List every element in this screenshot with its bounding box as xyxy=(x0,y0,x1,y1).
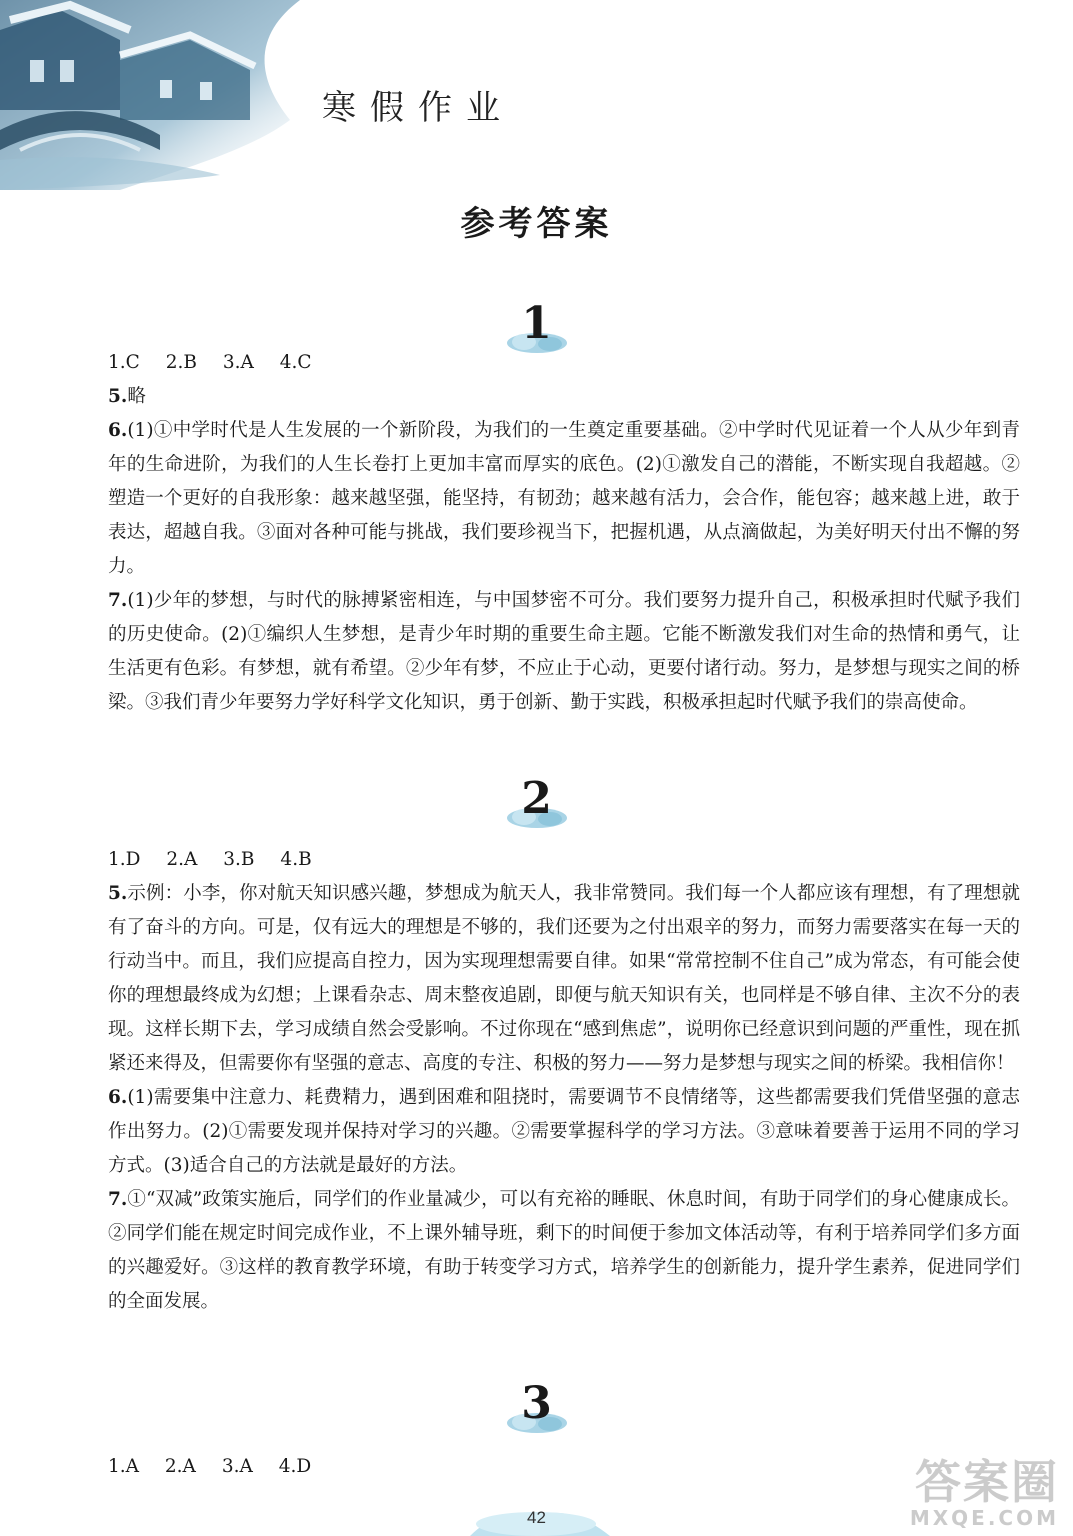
answer-text: (1)①中学时代是人生发展的一个新阶段，为我们的一生奠定重要基础。②中学时代见证着一个人从少年到青年的生命进阶，为我们的人生长卷打上更加丰富而厚实的底色。(2)①激发自己的潜能，不断实现自我超越。②塑造一个更好的自我形象：越来越坚强，能坚持，有韧劲；越来越有活力，会合作，能包容；越来越上进，敢于表达，超越自我。③面对各种可能与挑战，我们要珍视当下，把握机遇，从点滴做起，为美好明天付出不懈的努力。 xyxy=(108,420,1020,577)
page-title: 参考答案 xyxy=(460,204,613,244)
mc-answer: 2.B xyxy=(165,352,197,373)
mc-answer: 4.D xyxy=(278,1456,312,1477)
answer-text: 略 xyxy=(127,386,146,407)
section-2-answers xyxy=(108,843,1020,1319)
mc-answer: 1.D xyxy=(108,849,141,870)
header-title: 寒假作业 xyxy=(322,88,514,128)
answer-item xyxy=(108,414,1020,584)
mc-answer: 1.C xyxy=(108,352,140,373)
answer-text: (1)少年的梦想，与时代的脉搏紧密相连，与中国梦密不可分。我们要努力提升自己，积极承担时代赋予我们的历史使命。(2)①编织人生梦想，是青少年时期的重要生命主题。它能不断激发我们对生命的热情和勇气，让生活更有色彩。有梦想，就有希望。②少年有梦，不应止于心动，更要付诸行动。努力，是梦想与现实之间的桥梁。③我们青少年要努力学好科学文化知识，勇于创新、勤于实践，积极承担起时代赋予我们的崇高使命。 xyxy=(108,590,1020,713)
watermark-logo xyxy=(859,1446,1059,1530)
question-number: 6. xyxy=(108,1087,128,1108)
answer-text: ①“双减”政策实施后，同学们的作业量减少，可以有充裕的睡眠、休息时间，有助于同学们的身心健康成长。②同学们能在规定时间完成作业，不上课外辅导班，剩下的时间便于参加文体活动等，有利于培养同学们多方面的兴趣爱好。③这样的教育教学环境，有助于转变学习方式，培养学生的创新能力，提升学生素养，促进同学们的全面发展。 xyxy=(108,1189,1020,1312)
multiple-choice-row xyxy=(108,843,1020,877)
section-number: 1 xyxy=(521,298,552,349)
answer-item xyxy=(108,1081,1020,1183)
answer-item xyxy=(108,877,1020,1081)
section-1-answers xyxy=(108,346,1020,720)
question-number: 7. xyxy=(108,590,128,611)
mc-answer: 3.A xyxy=(221,1456,253,1477)
question-number: 5. xyxy=(108,386,128,407)
question-number: 6. xyxy=(108,420,128,441)
answer-text: (1)需要集中注意力、耗费精力，遇到困难和阻挠时，需要调节不良情绪等，这些都需要我们凭借坚强的意志作出努力。(2)①需要发现并保持对学习的兴趣。②需要掌握科学的学习方法。③意味着要善于运用不同的学习方式。(3)适合自己的方法就是最好的方法。 xyxy=(108,1087,1020,1176)
question-number: 5. xyxy=(108,883,128,904)
section-number: 2 xyxy=(521,773,552,824)
mc-answer: 3.B xyxy=(223,849,255,870)
mc-answer: 1.A xyxy=(108,1456,140,1477)
section-number: 3 xyxy=(521,1378,552,1429)
mc-answer: 2.A xyxy=(166,849,198,870)
answer-item xyxy=(108,1183,1020,1319)
mc-answer: 2.A xyxy=(164,1456,196,1477)
mc-answer: 4.C xyxy=(279,352,312,373)
section-header-2 xyxy=(0,775,1073,835)
mc-answer: 3.A xyxy=(222,352,254,373)
question-number: 7. xyxy=(108,1189,128,1210)
mc-answer: 4.B xyxy=(280,849,312,870)
answer-item xyxy=(108,584,1020,720)
watermark-url: MXQE.COM xyxy=(909,1506,1059,1530)
watermark-text: 答案圈 xyxy=(915,1455,1059,1509)
section-header-3 xyxy=(0,1380,1073,1440)
header-winter-illustration xyxy=(0,0,300,190)
answer-text: 示例：小李，你对航天知识感兴趣，梦想成为航天人，我非常赞同。我们每一个人都应该有理想，有了理想就有了奋斗的方向。可是，仅有远大的理想是不够的，我们还要为之付出艰辛的努力，而努力需要落实在每一天的行动当中。而且，我们应提高自控力，因为实现理想需要自律。如果“常常控制不住自己”成为常态，有可能会使你的理想最终成为幻想；上课看杂志、周末整夜追剧，即便与航天知识有关，也同样是不够自律、主次不分的表现。这样长期下去，学习成绩自然会受影响。不过你现在“感到焦虑”，说明你已经意识到问题的严重性，现在抓紧还来得及，但需要你有坚强的意志、高度的专注、积极的努力——努力是梦想与现实之间的桥梁。我相信你！ xyxy=(108,883,1020,1074)
page-number: 42 xyxy=(527,1508,546,1527)
answer-item xyxy=(108,380,1020,414)
